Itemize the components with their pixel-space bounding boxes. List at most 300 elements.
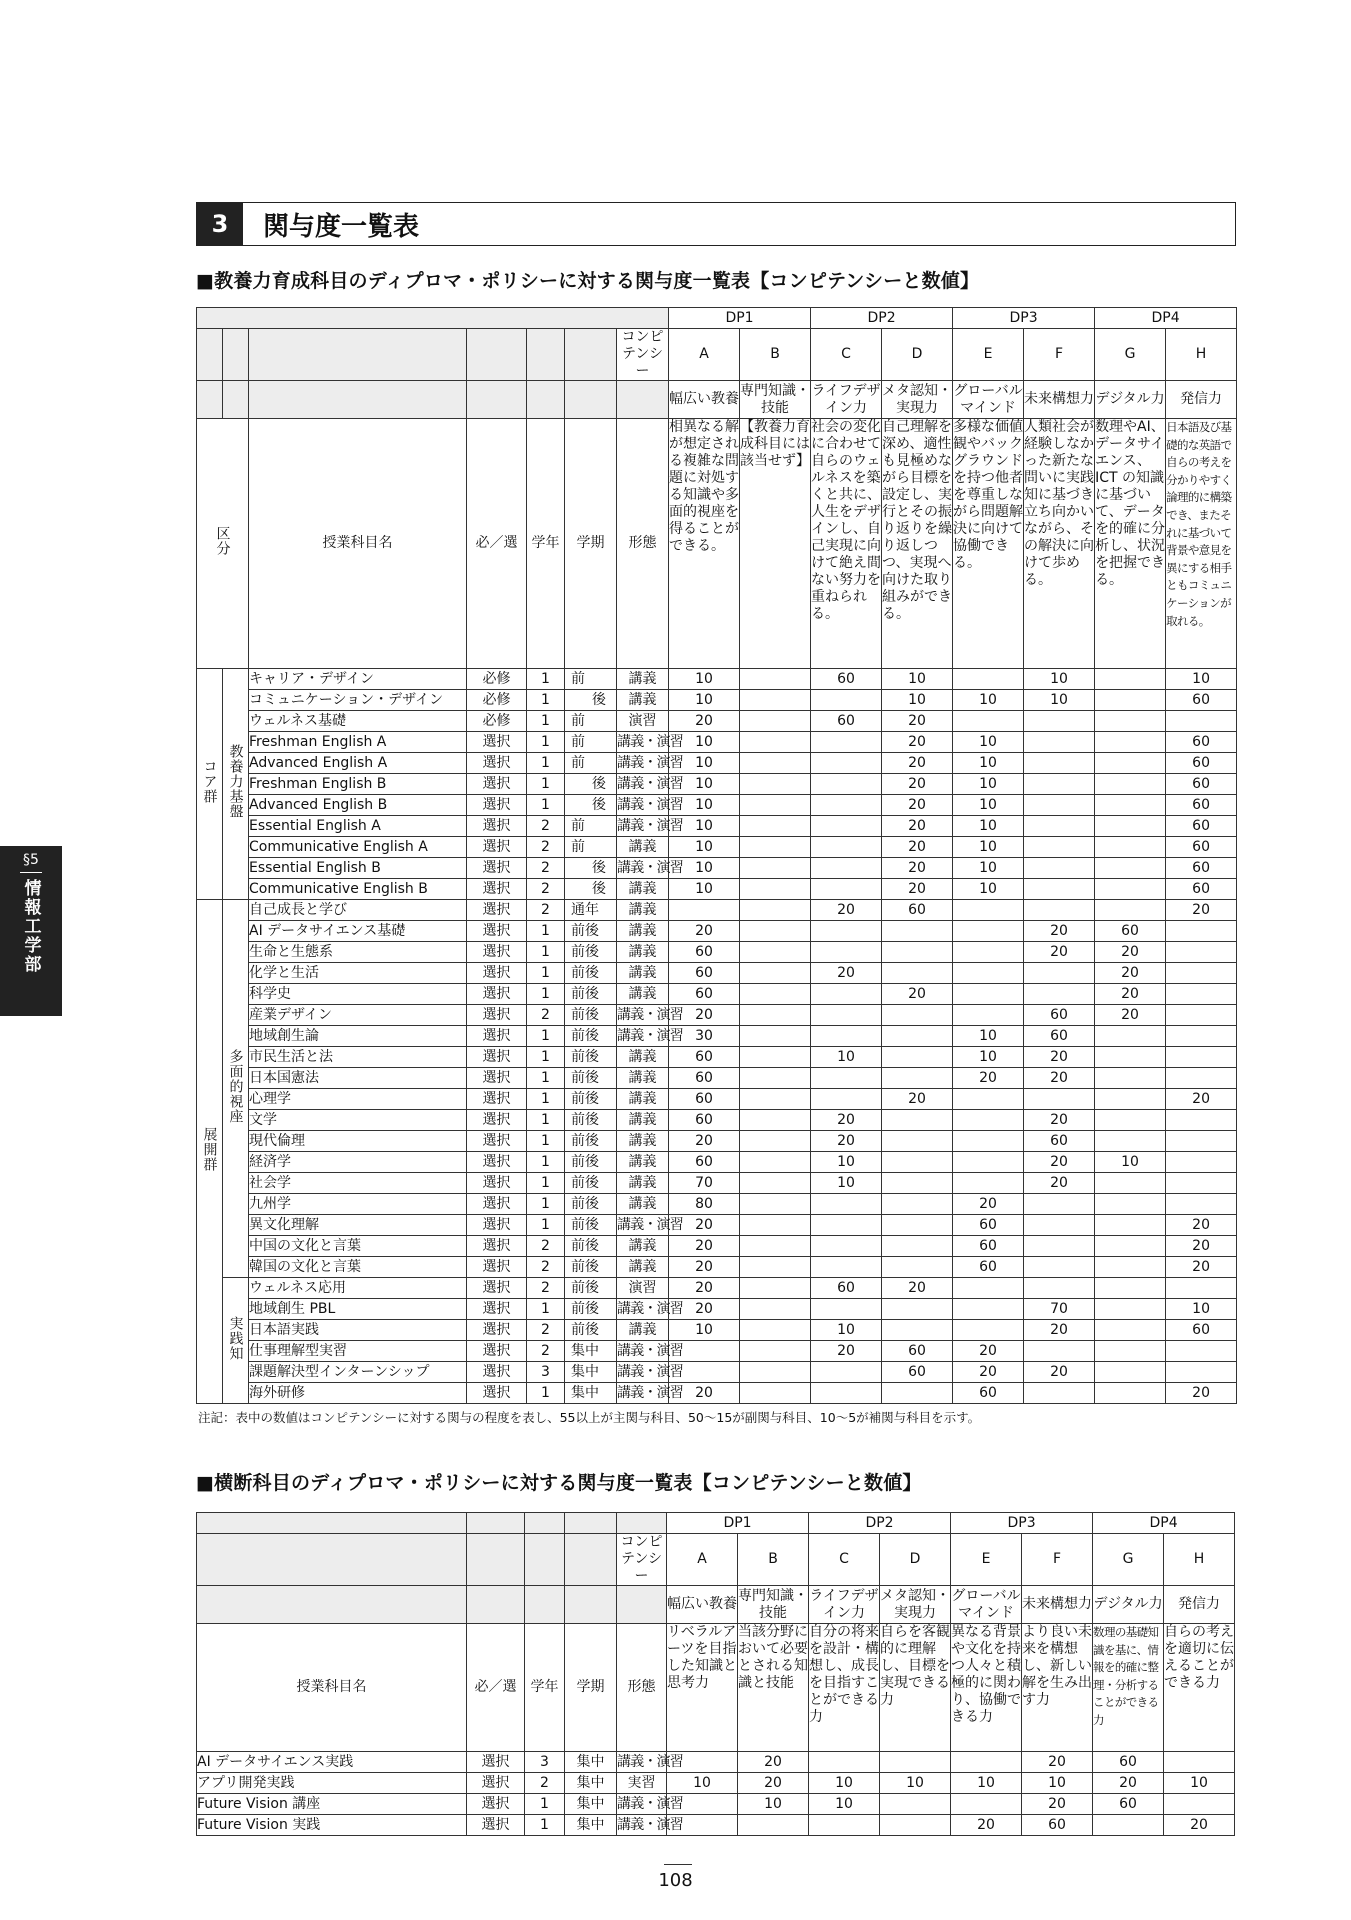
value-cell — [882, 1215, 953, 1236]
header-blank — [197, 308, 669, 329]
value-cell — [740, 1236, 811, 1257]
gakki-cell: 集中 — [565, 1773, 617, 1794]
competency-description: 相異なる解が想定される複雑な問題に対処する知識や多面的視座を得ることができる。 — [669, 419, 740, 669]
table2-title: ■横断科目のディプロマ・ポリシーに対する関与度一覧表【コンピテンシーと数値】 — [196, 1472, 922, 1494]
value-cell — [882, 1194, 953, 1215]
value-cell — [951, 1794, 1022, 1815]
value-cell — [1024, 1215, 1095, 1236]
value-cell — [740, 837, 811, 858]
hissen-cell: 選択 — [467, 879, 527, 900]
value-cell: 60 — [811, 1278, 882, 1299]
value-cell — [811, 1236, 882, 1257]
hissen-cell: 選択 — [467, 1026, 527, 1047]
value-cell — [953, 1320, 1024, 1341]
value-cell: 10 — [811, 1152, 882, 1173]
value-cell: 60 — [953, 1383, 1024, 1404]
table2 — [196, 1512, 1235, 1836]
value-cell: 20 — [882, 858, 953, 879]
value-cell — [811, 816, 882, 837]
value-cell — [1095, 1257, 1166, 1278]
value-cell: 20 — [1024, 1173, 1095, 1194]
value-cell: 20 — [1095, 963, 1166, 984]
value-cell: 60 — [953, 1215, 1024, 1236]
course-name: 心理学 — [249, 1089, 467, 1110]
value-cell — [740, 858, 811, 879]
value-cell: 60 — [1166, 837, 1237, 858]
value-cell: 10 — [669, 753, 740, 774]
keitai-cell: 講義・演習 — [617, 732, 669, 753]
value-cell — [1095, 1236, 1166, 1257]
competency-name: グローバルマインド — [951, 1586, 1022, 1624]
keitai-header: 形態 — [617, 419, 669, 669]
value-cell — [1024, 879, 1095, 900]
course-name: キャリア・デザイン — [249, 669, 467, 690]
table-row — [197, 1773, 1235, 1794]
value-cell: 60 — [1166, 816, 1237, 837]
gakki-cell: 前後 — [565, 1152, 617, 1173]
value-cell — [811, 1299, 882, 1320]
group-main — [197, 669, 223, 900]
gakunen-cell: 1 — [527, 669, 565, 690]
gakunen-cell: 1 — [527, 1026, 565, 1047]
value-cell: 10 — [669, 690, 740, 711]
course-name: 化学と生活 — [249, 963, 467, 984]
value-cell — [740, 690, 811, 711]
value-cell — [740, 1320, 811, 1341]
course-name: Future Vision 講座 — [197, 1794, 467, 1815]
gakki-cell: 前後 — [565, 1026, 617, 1047]
value-cell: 20 — [811, 1110, 882, 1131]
table-row — [197, 963, 1237, 984]
keitai-cell: 講義 — [617, 984, 669, 1005]
value-cell: 20 — [1024, 1152, 1095, 1173]
header-blank — [197, 329, 223, 381]
keitai-cell: 講義・演習 — [617, 1026, 669, 1047]
value-cell — [882, 963, 953, 984]
value-cell: 20 — [951, 1815, 1022, 1836]
competency-letter: F — [1022, 1534, 1093, 1586]
gakki-cell: 前後 — [565, 1194, 617, 1215]
gakunen-cell: 2 — [527, 1236, 565, 1257]
hissen-cell: 必修 — [467, 711, 527, 732]
competency-name: ライフデザイン力 — [811, 381, 882, 419]
value-cell: 60 — [953, 1257, 1024, 1278]
value-cell: 20 — [953, 1341, 1024, 1362]
value-cell: 10 — [811, 1320, 882, 1341]
value-cell — [1024, 1341, 1095, 1362]
value-cell: 60 — [1024, 1026, 1095, 1047]
keitai-cell: 講義 — [617, 900, 669, 921]
value-cell: 60 — [1022, 1815, 1093, 1836]
value-cell: 10 — [951, 1773, 1022, 1794]
value-cell: 20 — [1166, 1236, 1237, 1257]
value-cell: 10 — [669, 816, 740, 837]
value-cell: 20 — [1095, 984, 1166, 1005]
value-cell — [1024, 753, 1095, 774]
value-cell — [740, 1215, 811, 1236]
gakunen-cell: 1 — [527, 690, 565, 711]
competency-description: 多様な価値観やバックグラウンドを持つ他者を尊重しながら問題解決に向けて協働できる。 — [953, 419, 1024, 669]
gakunen-header: 学年 — [525, 1624, 565, 1752]
header-blank — [467, 1513, 525, 1534]
gakki-header: 学期 — [565, 1624, 617, 1752]
value-cell — [811, 1005, 882, 1026]
value-cell — [811, 1362, 882, 1383]
table1-title: ■教養力育成科目のディプロマ・ポリシーに対する関与度一覧表【コンピテンシーと数値】 — [196, 270, 980, 292]
table-row — [197, 1299, 1237, 1320]
gakunen-cell: 2 — [527, 1257, 565, 1278]
competency-description: 自らを客観的に理解し、目標を実現できる力 — [880, 1624, 951, 1752]
gakki-cell: 前後 — [565, 1131, 617, 1152]
gakunen-cell: 2 — [527, 1005, 565, 1026]
value-cell — [1024, 711, 1095, 732]
dp-header: DP2 — [811, 308, 953, 329]
value-cell — [740, 1194, 811, 1215]
value-cell: 60 — [1024, 1005, 1095, 1026]
header-blank — [249, 381, 467, 419]
value-cell: 10 — [880, 1773, 951, 1794]
table-row — [197, 816, 1237, 837]
table-row — [197, 1257, 1237, 1278]
value-cell — [740, 816, 811, 837]
keitai-cell: 講義 — [617, 942, 669, 963]
hissen-cell: 選択 — [467, 753, 527, 774]
value-cell: 20 — [811, 963, 882, 984]
competency-name: 幅広い教養 — [667, 1586, 738, 1624]
value-cell — [740, 1341, 811, 1362]
keitai-cell: 講義 — [617, 1131, 669, 1152]
section-header — [196, 202, 1236, 246]
hissen-cell: 必修 — [467, 669, 527, 690]
gakunen-cell: 1 — [527, 774, 565, 795]
competency-name: デジタル力 — [1093, 1586, 1164, 1624]
gakki-cell: 前後 — [565, 1299, 617, 1320]
course-name: Communicative English A — [249, 837, 467, 858]
hissen-cell: 選択 — [467, 984, 527, 1005]
gakki-cell: 前後 — [565, 963, 617, 984]
value-cell: 20 — [1166, 1383, 1237, 1404]
value-cell — [1024, 1257, 1095, 1278]
header-blank — [197, 1586, 467, 1624]
value-cell — [882, 1383, 953, 1404]
value-cell: 10 — [811, 1173, 882, 1194]
course-header: 授業科目名 — [197, 1624, 467, 1752]
competency-letter: F — [1024, 329, 1095, 381]
value-cell — [882, 1257, 953, 1278]
value-cell: 10 — [669, 837, 740, 858]
hissen-cell: 選択 — [467, 1005, 527, 1026]
header-blank — [223, 381, 249, 419]
value-cell: 20 — [1024, 1047, 1095, 1068]
hissen-header: 必／選 — [467, 419, 527, 669]
gakunen-cell: 1 — [527, 1110, 565, 1131]
header-blank — [223, 329, 249, 381]
gakunen-cell: 1 — [527, 921, 565, 942]
value-cell — [882, 1068, 953, 1089]
table-row — [197, 1362, 1237, 1383]
keitai-cell: 講義・演習 — [617, 1752, 667, 1773]
table-row — [197, 669, 1237, 690]
value-cell — [740, 753, 811, 774]
keitai-cell: 演習 — [617, 711, 669, 732]
value-cell: 10 — [669, 669, 740, 690]
hissen-cell: 選択 — [467, 1278, 527, 1299]
header-blank — [197, 381, 223, 419]
gakki-cell: 集中 — [565, 1752, 617, 1773]
value-cell — [1095, 1215, 1166, 1236]
course-name: 自己成長と学び — [249, 900, 467, 921]
course-name: AI データサイエンス実践 — [197, 1752, 467, 1773]
value-cell: 20 — [882, 711, 953, 732]
value-cell: 30 — [669, 1026, 740, 1047]
value-cell: 60 — [1166, 774, 1237, 795]
hissen-header: 必／選 — [467, 1624, 525, 1752]
keitai-cell: 講義 — [617, 1089, 669, 1110]
gakki-cell: 前 — [565, 837, 617, 858]
value-cell: 60 — [953, 1236, 1024, 1257]
gakki-cell: 後 — [565, 690, 617, 711]
table-row — [197, 1026, 1237, 1047]
course-name: 中国の文化と言葉 — [249, 1236, 467, 1257]
value-cell — [811, 858, 882, 879]
value-cell — [811, 942, 882, 963]
value-cell — [1166, 1047, 1237, 1068]
competency-description: 数理やAI、データサイエンス、ICT の知識に基づいて、データを的確に分析し、状況を把握できる。 — [1095, 419, 1166, 669]
value-cell — [1024, 1089, 1095, 1110]
value-cell: 60 — [669, 1152, 740, 1173]
value-cell — [740, 963, 811, 984]
value-cell: 20 — [882, 732, 953, 753]
value-cell: 20 — [1022, 1752, 1093, 1773]
group-main-label: 展開群 — [201, 1126, 218, 1172]
value-cell — [811, 1026, 882, 1047]
gakunen-cell: 1 — [527, 1152, 565, 1173]
value-cell — [953, 1089, 1024, 1110]
hissen-cell: 選択 — [467, 1047, 527, 1068]
value-cell — [811, 1194, 882, 1215]
value-cell: 10 — [953, 879, 1024, 900]
value-cell: 80 — [669, 1194, 740, 1215]
value-cell — [882, 1131, 953, 1152]
keitai-cell: 講義・演習 — [617, 753, 669, 774]
table-row — [197, 1131, 1237, 1152]
value-cell — [1095, 774, 1166, 795]
value-cell: 20 — [882, 816, 953, 837]
value-cell — [1164, 1752, 1235, 1773]
value-cell: 20 — [882, 879, 953, 900]
value-cell — [953, 1278, 1024, 1299]
gakki-cell: 前後 — [565, 1257, 617, 1278]
value-cell — [740, 774, 811, 795]
value-cell — [740, 900, 811, 921]
value-cell — [740, 1110, 811, 1131]
value-cell: 10 — [669, 732, 740, 753]
value-cell: 20 — [669, 1215, 740, 1236]
competency-description: 自分の将来を設計・構想し、成長を目指すことができる力 — [809, 1624, 880, 1752]
value-cell — [1024, 900, 1095, 921]
value-cell — [1095, 1362, 1166, 1383]
table-row — [197, 1005, 1237, 1026]
value-cell — [811, 1089, 882, 1110]
course-name: 社会学 — [249, 1173, 467, 1194]
keitai-cell: 講義 — [617, 1236, 669, 1257]
value-cell: 10 — [1166, 1299, 1237, 1320]
value-cell: 20 — [669, 1131, 740, 1152]
course-name: ウェルネス基礎 — [249, 711, 467, 732]
course-name: Essential English A — [249, 816, 467, 837]
value-cell — [740, 1152, 811, 1173]
hissen-cell: 選択 — [467, 1383, 527, 1404]
gakki-cell: 後 — [565, 858, 617, 879]
value-cell — [1166, 1005, 1237, 1026]
gakunen-cell: 1 — [527, 963, 565, 984]
value-cell — [740, 1383, 811, 1404]
value-cell — [1024, 732, 1095, 753]
dp-header: DP3 — [953, 308, 1095, 329]
gakki-cell: 前後 — [565, 942, 617, 963]
value-cell — [740, 1299, 811, 1320]
value-cell: 60 — [669, 963, 740, 984]
table-row — [197, 1278, 1237, 1299]
header-blank — [197, 1534, 467, 1586]
kubun-label: 区分 — [214, 526, 231, 556]
gakki-cell: 通年 — [565, 900, 617, 921]
gakunen-cell: 2 — [525, 1773, 565, 1794]
hissen-cell: 選択 — [467, 816, 527, 837]
course-name: 文学 — [249, 1110, 467, 1131]
value-cell: 20 — [669, 711, 740, 732]
section-number: 3 — [197, 203, 243, 245]
value-cell — [811, 921, 882, 942]
hissen-cell: 選択 — [467, 1131, 527, 1152]
keitai-cell: 講義・演習 — [617, 1299, 669, 1320]
header-blank — [617, 381, 669, 419]
course-name: Communicative English B — [249, 879, 467, 900]
value-cell — [953, 984, 1024, 1005]
value-cell: 20 — [1024, 942, 1095, 963]
table-row — [197, 1110, 1237, 1131]
gakki-cell: 前後 — [565, 921, 617, 942]
value-cell — [880, 1815, 951, 1836]
value-cell — [811, 879, 882, 900]
value-cell — [811, 690, 882, 711]
table-row — [197, 1194, 1237, 1215]
value-cell: 10 — [809, 1794, 880, 1815]
value-cell — [1095, 669, 1166, 690]
hissen-cell: 選択 — [467, 1341, 527, 1362]
table-row — [197, 1815, 1235, 1836]
table-row — [197, 921, 1237, 942]
competency-letter: A — [669, 329, 740, 381]
value-cell: 10 — [953, 795, 1024, 816]
value-cell — [1024, 963, 1095, 984]
value-cell: 20 — [669, 1278, 740, 1299]
competency-name: メタ認知・実現力 — [882, 381, 953, 419]
course-name: 地域創生論 — [249, 1026, 467, 1047]
value-cell: 10 — [669, 858, 740, 879]
table-row — [197, 900, 1237, 921]
value-cell — [740, 669, 811, 690]
gakki-cell: 前後 — [565, 1110, 617, 1131]
keitai-cell: 講義 — [617, 1320, 669, 1341]
keitai-cell: 講義 — [617, 1173, 669, 1194]
keitai-cell: 講義 — [617, 1257, 669, 1278]
value-cell — [1093, 1815, 1164, 1836]
hissen-cell: 選択 — [467, 1194, 527, 1215]
side-tab-section: §5 — [23, 852, 39, 868]
gakunen-cell: 1 — [527, 1068, 565, 1089]
table-row — [197, 732, 1237, 753]
competency-name: ライフデザイン力 — [809, 1586, 880, 1624]
value-cell — [1024, 984, 1095, 1005]
value-cell — [882, 1299, 953, 1320]
value-cell: 20 — [1166, 900, 1237, 921]
value-cell: 20 — [1024, 1110, 1095, 1131]
value-cell: 20 — [669, 1383, 740, 1404]
value-cell — [953, 1299, 1024, 1320]
competency-description: 異なる背景や文化を持つ人々と積極的に関わり、協働できる力 — [951, 1624, 1022, 1752]
table-row — [197, 690, 1237, 711]
value-cell — [1166, 1026, 1237, 1047]
value-cell — [740, 984, 811, 1005]
competency-letter: E — [951, 1534, 1022, 1586]
course-name: 海外研修 — [249, 1383, 467, 1404]
value-cell — [811, 1257, 882, 1278]
value-cell — [740, 732, 811, 753]
value-cell: 70 — [669, 1173, 740, 1194]
value-cell — [1166, 1110, 1237, 1131]
course-name: 現代倫理 — [249, 1131, 467, 1152]
header-blank — [525, 1513, 565, 1534]
value-cell — [1095, 1299, 1166, 1320]
competency-letter: A — [667, 1534, 738, 1586]
hissen-cell: 選択 — [467, 1152, 527, 1173]
competency-name: メタ認知・実現力 — [880, 1586, 951, 1624]
course-name: Essential English B — [249, 858, 467, 879]
header-blank — [565, 329, 617, 381]
competency-description: 数理の基礎知識を基に、情報を的確に整理・分析することができる力 — [1093, 1624, 1164, 1752]
value-cell: 20 — [882, 1278, 953, 1299]
value-cell: 20 — [1166, 1089, 1237, 1110]
value-cell: 60 — [1166, 1320, 1237, 1341]
header-blank — [527, 329, 565, 381]
gakunen-cell: 1 — [527, 753, 565, 774]
keitai-cell: 講義・演習 — [617, 1341, 669, 1362]
hissen-cell: 選択 — [467, 1320, 527, 1341]
value-cell: 60 — [882, 1341, 953, 1362]
hissen-cell: 選択 — [467, 732, 527, 753]
table-row — [197, 1173, 1237, 1194]
course-header: 授業科目名 — [249, 419, 467, 669]
course-name: 仕事理解型実習 — [249, 1341, 467, 1362]
value-cell — [1166, 1152, 1237, 1173]
competency-name: デジタル力 — [1095, 381, 1166, 419]
gakunen-cell: 3 — [525, 1752, 565, 1773]
value-cell: 20 — [811, 1131, 882, 1152]
competency-description: より良い未来を構想し、新しい解を生み出す力 — [1022, 1624, 1093, 1752]
value-cell — [1024, 837, 1095, 858]
header-blank — [467, 329, 527, 381]
value-cell: 10 — [953, 753, 1024, 774]
value-cell — [1024, 858, 1095, 879]
value-cell: 70 — [1024, 1299, 1095, 1320]
hissen-cell: 選択 — [467, 1215, 527, 1236]
value-cell: 10 — [1022, 1773, 1093, 1794]
competency-name: グローバルマインド — [953, 381, 1024, 419]
value-cell: 10 — [953, 774, 1024, 795]
value-cell — [1095, 1047, 1166, 1068]
hissen-cell: 選択 — [467, 1362, 527, 1383]
